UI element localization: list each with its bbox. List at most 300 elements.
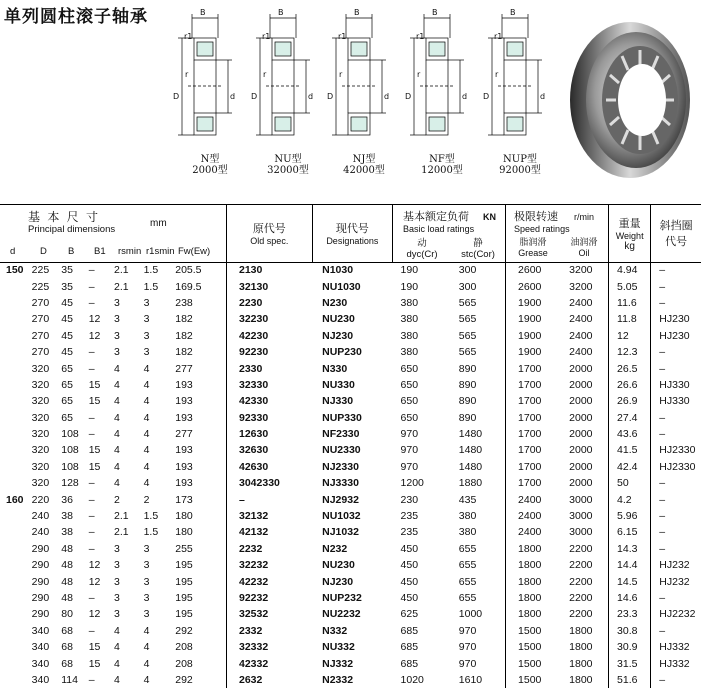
r1smin-cell: 4 bbox=[143, 395, 150, 408]
table-row bbox=[0, 262, 701, 278]
r1smin-cell: 3 bbox=[143, 542, 150, 555]
rsmin-cell: 3 bbox=[114, 592, 120, 604]
table-row bbox=[0, 278, 701, 294]
speed-ratings-en: Speed ratings bbox=[514, 224, 570, 234]
r1smin-cell: 4 bbox=[143, 673, 150, 686]
static-load-cell: 970 bbox=[451, 639, 506, 655]
width-B-cell: 45 bbox=[61, 329, 73, 342]
designation-cell: NU330 bbox=[322, 378, 355, 391]
width-B1-cell: – bbox=[88, 280, 95, 293]
r1smin-cell: 3 bbox=[143, 313, 150, 326]
width-B1-cell: – bbox=[88, 542, 95, 555]
table-row bbox=[0, 410, 701, 426]
r1smin-cell: 1.5 bbox=[143, 526, 159, 539]
ring-code-cell: HJ230 bbox=[659, 329, 690, 342]
dynamic-load-cell: 970 bbox=[400, 444, 419, 457]
rsmin-cell: 3 bbox=[114, 329, 120, 342]
col-B1: B1 bbox=[94, 246, 106, 257]
outer-D-cell: 290 bbox=[31, 559, 50, 572]
oil-speed-cell: 2000 bbox=[563, 426, 608, 442]
static-load-cell: 565 bbox=[451, 295, 506, 311]
diagram-type: NUP型 bbox=[503, 154, 537, 165]
dynamic-load-cell: 450 bbox=[400, 592, 419, 604]
weight-cell: 30.8 bbox=[609, 623, 651, 639]
rsmin-cell: 2 bbox=[114, 493, 120, 506]
width-B1-cell: – bbox=[88, 592, 95, 604]
table-row bbox=[0, 623, 701, 639]
r1smin-cell: 2 bbox=[143, 493, 150, 506]
table-row bbox=[0, 524, 701, 540]
bore-d-cell bbox=[0, 541, 32, 557]
table-row bbox=[0, 360, 701, 376]
dynamic-load-cell: 380 bbox=[400, 346, 419, 359]
width-B1-cell: 12 bbox=[88, 329, 101, 342]
grease-speed-cell: 1800 bbox=[518, 559, 542, 572]
diagram-type: NF型 bbox=[429, 154, 455, 165]
label-B: B bbox=[354, 8, 360, 17]
r1smin-cell: 3 bbox=[143, 559, 150, 572]
label-r: r bbox=[495, 70, 499, 79]
width-B1-cell: – bbox=[88, 362, 95, 375]
col-D: D bbox=[40, 246, 47, 257]
r1smin-cell: 4 bbox=[143, 477, 150, 490]
ring-code-cell: HJ332 bbox=[659, 641, 690, 654]
static-load-cell: 1480 bbox=[451, 442, 506, 458]
ring-code-cell: – bbox=[659, 264, 666, 277]
rsmin-cell: 4 bbox=[114, 477, 120, 490]
designation-cell: NU2232 bbox=[322, 608, 361, 621]
fw-ew-cell: 193 bbox=[175, 393, 226, 409]
table-row bbox=[0, 393, 701, 409]
label-r: r bbox=[417, 70, 421, 79]
designation-cell: NU1030 bbox=[322, 280, 361, 293]
grease-speed-cell: 1900 bbox=[518, 346, 542, 359]
label-D: D bbox=[405, 92, 412, 101]
designation-cell: NJ332 bbox=[322, 657, 354, 670]
label-r1: r1 bbox=[184, 32, 193, 41]
designation-cell: NU332 bbox=[322, 641, 355, 654]
grease-speed-cell: 1500 bbox=[518, 673, 542, 686]
ring-code-cell: – bbox=[659, 493, 666, 506]
static-load-cell: 655 bbox=[451, 590, 506, 606]
width-B-cell: 68 bbox=[61, 624, 73, 637]
oil-speed-cell: 3200 bbox=[563, 278, 608, 294]
old-spec-cell: 42232 bbox=[239, 575, 269, 588]
oil-speed-cell: 2400 bbox=[563, 295, 608, 311]
designation-cell: NU1032 bbox=[322, 510, 361, 523]
bore-d-cell bbox=[0, 426, 32, 442]
label-r: r bbox=[263, 70, 267, 79]
fw-ew-cell: 277 bbox=[175, 426, 226, 442]
outer-D-cell: 290 bbox=[31, 575, 50, 588]
table-row bbox=[0, 475, 701, 491]
oil-speed-cell: 1800 bbox=[563, 639, 608, 655]
static-load-cell: 970 bbox=[451, 623, 506, 639]
dynamic-load-cell: 1200 bbox=[400, 477, 424, 490]
label-D: D bbox=[173, 92, 180, 101]
speed-unit: r/min bbox=[574, 212, 595, 222]
designation-cell: NJ230 bbox=[322, 329, 354, 342]
col-r1smin: r1smin bbox=[146, 246, 175, 257]
rsmin-cell: 2.1 bbox=[114, 264, 129, 277]
table-row bbox=[0, 541, 701, 557]
fw-ew-cell: 292 bbox=[175, 672, 226, 688]
dynamic-load-cell: 650 bbox=[400, 395, 419, 408]
width-B-cell: 35 bbox=[61, 280, 73, 293]
oil-speed-cell: 1800 bbox=[563, 623, 608, 639]
rsmin-cell: 4 bbox=[114, 362, 120, 375]
old-spec-cell: 32630 bbox=[239, 444, 269, 457]
bore-d-cell: 160 bbox=[6, 493, 24, 506]
dynamic-load-cell: 380 bbox=[400, 296, 419, 309]
label-r1: r1 bbox=[338, 32, 347, 41]
fw-ew-cell: 169.5 bbox=[175, 278, 226, 294]
old-spec-cell: 42330 bbox=[239, 395, 269, 408]
width-B-cell: 68 bbox=[61, 641, 73, 654]
width-B1-cell: – bbox=[88, 526, 95, 539]
table-row bbox=[0, 590, 701, 606]
dynamic-load-cell: 685 bbox=[400, 641, 419, 654]
designation-cell: NJ3330 bbox=[322, 477, 359, 490]
diagram-series: 92000型 bbox=[499, 165, 541, 176]
rsmin-cell: 4 bbox=[114, 428, 120, 441]
static-load-cell: 890 bbox=[451, 360, 506, 376]
width-B1-cell: 12 bbox=[88, 559, 101, 572]
dynamic-load-cell: 230 bbox=[400, 493, 419, 506]
static-load-cell: 890 bbox=[451, 393, 506, 409]
rsmin-cell: 3 bbox=[114, 559, 120, 572]
weight-cell: 26.9 bbox=[609, 393, 651, 409]
width-B1-cell: 15 bbox=[88, 378, 101, 391]
designation-cell: NU230 bbox=[322, 559, 355, 572]
bore-d-cell bbox=[0, 606, 32, 622]
designation-cell: NJ330 bbox=[322, 395, 354, 408]
old-spec-cell: – bbox=[239, 493, 245, 506]
rsmin-cell: 3 bbox=[114, 575, 120, 588]
dynamic-load-cell: 380 bbox=[400, 329, 419, 342]
old-spec-cell: 92330 bbox=[239, 411, 269, 424]
designation-en: Designations bbox=[326, 236, 379, 246]
label-d: d bbox=[540, 92, 546, 101]
dynamic-load-cell: 1020 bbox=[400, 673, 424, 686]
weight-cell: 23.3 bbox=[609, 606, 651, 622]
bore-d-cell bbox=[0, 328, 32, 344]
width-B-cell: 114 bbox=[61, 673, 78, 686]
grease-speed-cell: 1800 bbox=[518, 608, 542, 621]
width-B1-cell: – bbox=[88, 296, 95, 309]
table-row bbox=[0, 328, 701, 344]
table-body bbox=[0, 262, 701, 688]
outer-D-cell: 225 bbox=[31, 280, 50, 293]
fw-ew-cell: 208 bbox=[175, 639, 226, 655]
fw-ew-cell: 193 bbox=[175, 410, 226, 426]
outer-D-cell: 290 bbox=[31, 542, 50, 555]
diagram-type: NU型 bbox=[274, 154, 302, 165]
bore-d-cell bbox=[0, 344, 32, 360]
label-r: r bbox=[339, 70, 343, 79]
designation-cell: NJ2932 bbox=[322, 493, 359, 506]
ring-code-cell: – bbox=[659, 411, 666, 424]
old-spec-cell: 32332 bbox=[239, 641, 269, 654]
oil-speed-cell: 2200 bbox=[563, 541, 608, 557]
table-row bbox=[0, 295, 701, 311]
outer-D-cell: 320 bbox=[31, 428, 50, 441]
dynamic-load-cell: 380 bbox=[400, 313, 419, 326]
fw-ew-cell: 255 bbox=[175, 541, 226, 557]
grease-speed-cell: 1700 bbox=[518, 444, 542, 457]
static-load-cell: 380 bbox=[451, 524, 506, 540]
width-B-cell: 65 bbox=[61, 411, 73, 424]
dynamic-load-cell: 650 bbox=[400, 362, 419, 375]
outer-D-cell: 225 bbox=[31, 264, 50, 277]
width-B1-cell: – bbox=[88, 346, 95, 359]
rsmin-cell: 4 bbox=[114, 444, 120, 457]
weight-cell: 11.8 bbox=[609, 311, 651, 327]
r1smin-cell: 3 bbox=[143, 575, 150, 588]
static-load-cell: 380 bbox=[451, 508, 506, 524]
table-row bbox=[0, 672, 701, 688]
r1smin-cell: 3 bbox=[143, 329, 150, 342]
oil-speed-cell: 3000 bbox=[563, 524, 608, 540]
outer-D-cell: 320 bbox=[31, 362, 50, 375]
outer-D-cell: 220 bbox=[31, 493, 50, 506]
width-B1-cell: 12 bbox=[88, 608, 101, 621]
oil-speed-cell: 2400 bbox=[563, 311, 608, 327]
width-B-cell: 48 bbox=[61, 542, 73, 555]
fw-ew-cell: 180 bbox=[175, 508, 226, 524]
weight-cell: 14.3 bbox=[609, 541, 651, 557]
weight-cell: 43.6 bbox=[609, 426, 651, 442]
table-row bbox=[0, 426, 701, 442]
designation-cell: NUP232 bbox=[322, 592, 362, 604]
static-load-cell: 435 bbox=[451, 491, 506, 507]
r1smin-cell: 3 bbox=[143, 346, 150, 359]
old-spec-cell: 32330 bbox=[239, 378, 269, 391]
static-load-cell: 970 bbox=[451, 655, 506, 671]
outer-D-cell: 240 bbox=[31, 510, 50, 523]
rsmin-cell: 4 bbox=[114, 657, 120, 670]
fw-ew-cell: 292 bbox=[175, 623, 226, 639]
speed-ratings-cn: 极限转速 bbox=[514, 211, 559, 223]
designation-cell: NJ230 bbox=[322, 575, 354, 588]
label-d: d bbox=[384, 92, 390, 101]
static-cn: 静 bbox=[473, 238, 483, 249]
oil-speed-cell: 2200 bbox=[563, 606, 608, 622]
weight-cell: 14.5 bbox=[609, 573, 651, 589]
outer-D-cell: 340 bbox=[31, 624, 50, 637]
width-B1-cell: – bbox=[88, 264, 95, 277]
weight-unit: kg bbox=[624, 240, 635, 252]
label-d: d bbox=[462, 92, 468, 101]
grease-speed-cell: 1700 bbox=[518, 378, 542, 391]
designation-cn: 现代号 bbox=[335, 223, 369, 235]
fw-ew-cell: 193 bbox=[175, 442, 226, 458]
bearing-diagram bbox=[324, 8, 404, 183]
fw-ew-cell: 193 bbox=[175, 475, 226, 491]
oil-speed-cell: 2200 bbox=[563, 557, 608, 573]
width-B1-cell: – bbox=[88, 510, 95, 523]
old-spec-cell: 42132 bbox=[239, 526, 269, 539]
weight-cell: 27.4 bbox=[609, 410, 651, 426]
oil-cn: 油润滑 bbox=[570, 237, 598, 247]
old-spec-cell: 32232 bbox=[239, 559, 269, 572]
grease-speed-cell: 1800 bbox=[518, 575, 542, 588]
width-B-cell: 108 bbox=[61, 428, 79, 441]
weight-cell: 30.9 bbox=[609, 639, 651, 655]
bore-d-cell bbox=[0, 377, 32, 393]
fw-ew-cell: 205.5 bbox=[175, 262, 226, 278]
grease-speed-cell: 1800 bbox=[518, 542, 542, 555]
old-spec-cell: 12630 bbox=[239, 428, 269, 441]
outer-D-cell: 340 bbox=[31, 641, 50, 654]
designation-cell: NUP230 bbox=[322, 346, 362, 359]
ring-code-cell: HJ330 bbox=[659, 395, 690, 408]
width-B-cell: 128 bbox=[61, 477, 79, 490]
ring-code-cell: – bbox=[659, 346, 666, 359]
label-r1: r1 bbox=[416, 32, 425, 41]
header-divider bbox=[0, 262, 701, 263]
fw-ew-cell: 182 bbox=[175, 344, 226, 360]
oil-speed-cell: 2400 bbox=[563, 328, 608, 344]
static-load-cell: 300 bbox=[451, 278, 506, 294]
ring-code-cell: – bbox=[659, 362, 666, 375]
outer-D-cell: 270 bbox=[31, 346, 50, 359]
rsmin-cell: 3 bbox=[114, 296, 120, 309]
width-B1-cell: 12 bbox=[88, 313, 101, 326]
width-B-cell: 45 bbox=[61, 313, 73, 326]
grease-speed-cell: 1800 bbox=[518, 592, 542, 604]
fw-ew-cell: 195 bbox=[175, 590, 226, 606]
width-B-cell: 35 bbox=[61, 264, 73, 277]
designation-cell: NF2330 bbox=[322, 428, 360, 441]
label-d: d bbox=[230, 92, 236, 101]
outer-D-cell: 320 bbox=[31, 395, 50, 408]
grease-speed-cell: 1700 bbox=[518, 428, 542, 441]
label-D: D bbox=[327, 92, 334, 101]
oil-speed-cell: 3000 bbox=[563, 508, 608, 524]
bearing-table bbox=[0, 204, 701, 688]
dynamic-load-cell: 450 bbox=[400, 542, 419, 555]
weight-cell: 5.96 bbox=[609, 508, 651, 524]
outer-D-cell: 320 bbox=[31, 477, 50, 490]
label-r: r bbox=[185, 70, 189, 79]
weight-cell: 12 bbox=[609, 328, 651, 344]
dynamic-en: dyc(Cr) bbox=[406, 249, 438, 260]
weight-cell: 26.5 bbox=[609, 360, 651, 376]
oil-speed-cell: 2000 bbox=[563, 442, 608, 458]
designation-cell: NU230 bbox=[322, 313, 355, 326]
weight-cell: 4.2 bbox=[609, 491, 651, 507]
dynamic-load-cell: 450 bbox=[400, 575, 419, 588]
oil-speed-cell: 2200 bbox=[563, 573, 608, 589]
bore-d-cell bbox=[0, 623, 32, 639]
weight-cell: 50 bbox=[609, 475, 651, 491]
grease-speed-cell: 1700 bbox=[518, 477, 542, 490]
dynamic-load-cell: 650 bbox=[400, 411, 419, 424]
width-B1-cell: – bbox=[88, 673, 95, 686]
old-spec-en: Old spec. bbox=[250, 236, 289, 246]
bore-d-cell bbox=[0, 393, 32, 409]
old-spec-cell: 92232 bbox=[239, 592, 269, 604]
bore-d-cell bbox=[0, 475, 32, 491]
ring-cn2: 代号 bbox=[665, 236, 688, 248]
designation-cell: N230 bbox=[322, 296, 348, 309]
fw-ew-cell: 195 bbox=[175, 606, 226, 622]
old-spec-cell: 42332 bbox=[239, 657, 269, 670]
outer-D-cell: 320 bbox=[31, 378, 50, 391]
bearing-diagram bbox=[170, 8, 250, 183]
old-spec-cell: 42630 bbox=[239, 460, 269, 473]
grease-speed-cell: 2400 bbox=[518, 526, 542, 539]
r1smin-cell: 4 bbox=[143, 444, 150, 457]
width-B-cell: 38 bbox=[61, 526, 73, 539]
table-row bbox=[0, 606, 701, 622]
fw-ew-cell: 182 bbox=[175, 311, 226, 327]
principal-dims-en: Principal dimensions bbox=[28, 224, 116, 235]
grease-speed-cell: 1900 bbox=[518, 329, 542, 342]
static-load-cell: 1480 bbox=[451, 426, 506, 442]
rsmin-cell: 2.1 bbox=[114, 526, 129, 539]
width-B-cell: 45 bbox=[61, 296, 73, 309]
bore-d-cell bbox=[0, 590, 32, 606]
rsmin-cell: 4 bbox=[114, 395, 120, 408]
page-title: 单列圆柱滚子轴承 bbox=[4, 7, 148, 27]
bore-d-cell bbox=[0, 311, 32, 327]
static-load-cell: 565 bbox=[451, 344, 506, 360]
dynamic-load-cell: 650 bbox=[400, 378, 419, 391]
weight-cell: 4.94 bbox=[609, 262, 651, 278]
bore-d-cell bbox=[0, 295, 32, 311]
oil-speed-cell: 2000 bbox=[563, 475, 608, 491]
ring-code-cell: HJ232 bbox=[659, 575, 690, 588]
width-B1-cell: 12 bbox=[88, 575, 101, 588]
table-row bbox=[0, 442, 701, 458]
oil-en: Oil bbox=[578, 248, 590, 258]
width-B-cell: 48 bbox=[61, 592, 73, 604]
oil-speed-cell: 2400 bbox=[563, 344, 608, 360]
weight-cell: 41.5 bbox=[609, 442, 651, 458]
bore-d-cell bbox=[0, 655, 32, 671]
outer-D-cell: 340 bbox=[31, 673, 50, 686]
r1smin-cell: 4 bbox=[143, 460, 150, 473]
ring-code-cell: – bbox=[659, 542, 666, 555]
fw-ew-cell: 193 bbox=[175, 459, 226, 475]
mm-unit: mm bbox=[150, 218, 167, 229]
ring-code-cell: – bbox=[659, 296, 666, 309]
static-load-cell: 655 bbox=[451, 573, 506, 589]
bearing-photo bbox=[566, 20, 694, 180]
ring-code-cell: – bbox=[659, 428, 666, 441]
bore-d-cell bbox=[0, 524, 32, 540]
principal-dims-label: 基 本 尺 寸 bbox=[28, 210, 101, 224]
grease-speed-cell: 1900 bbox=[518, 313, 542, 326]
table-row bbox=[0, 655, 701, 671]
weight-cell: 51.6 bbox=[609, 672, 651, 688]
grease-speed-cell: 1700 bbox=[518, 460, 542, 473]
bore-d-cell bbox=[0, 360, 32, 376]
fw-ew-cell: 173 bbox=[175, 491, 226, 507]
r1smin-cell: 3 bbox=[143, 592, 150, 604]
label-B: B bbox=[510, 8, 516, 17]
oil-speed-cell: 1800 bbox=[563, 655, 608, 671]
label-B: B bbox=[278, 8, 284, 17]
table-row bbox=[0, 377, 701, 393]
static-en: stc(Cor) bbox=[461, 249, 495, 260]
r1smin-cell: 3 bbox=[143, 296, 150, 309]
r1smin-cell: 4 bbox=[143, 657, 150, 670]
oil-speed-cell: 2000 bbox=[563, 360, 608, 376]
ring-code-cell: HJ2330 bbox=[659, 460, 696, 473]
